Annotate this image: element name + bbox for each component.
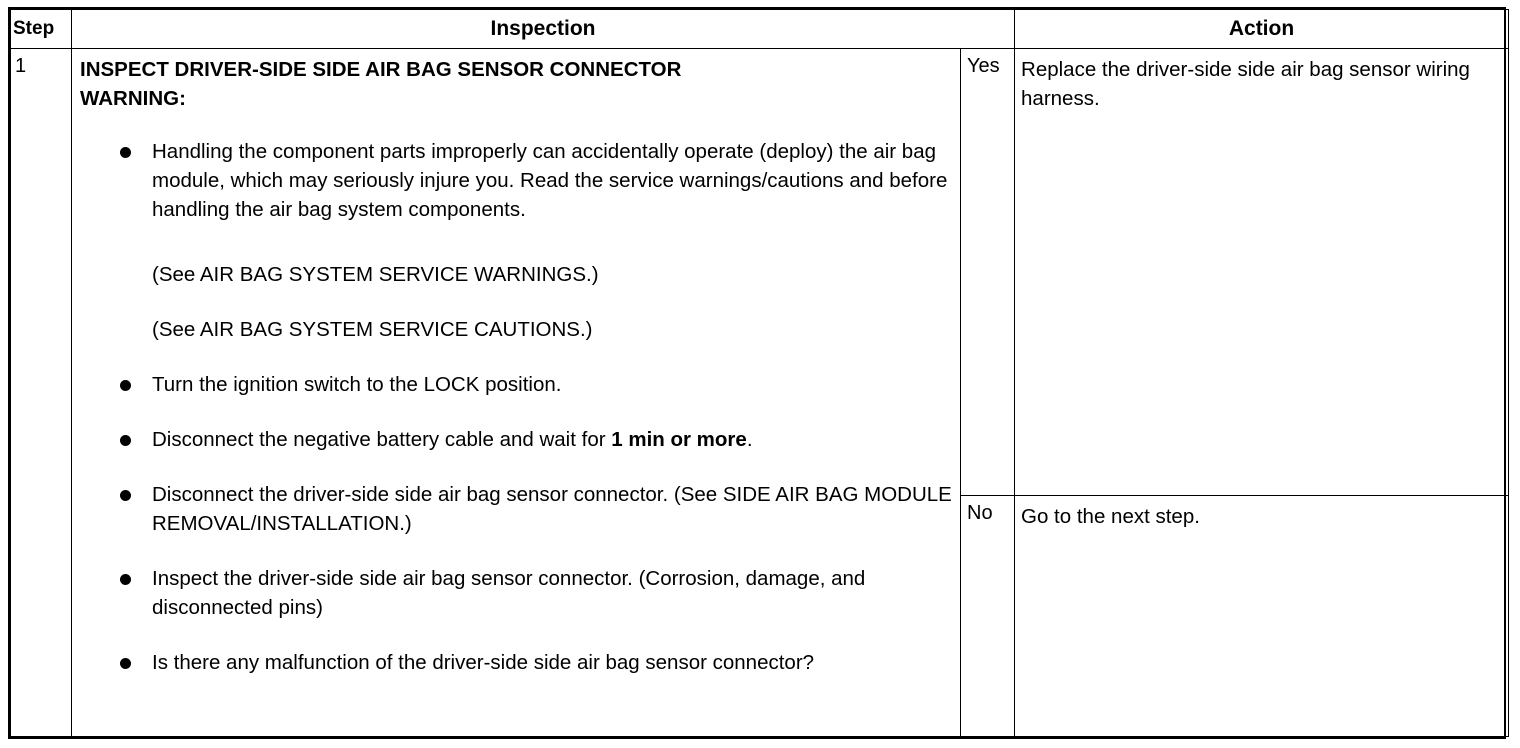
- inspection-bullets: [80, 137, 952, 224]
- bullet-text: Is there any malfunction of the driver-side side air bag sensor connector?: [152, 651, 815, 674]
- bullet-icon: [120, 574, 131, 585]
- yes-label: Yes: [961, 49, 1015, 496]
- bullet-text: Disconnect the driver-side side air bag sensor connector. (See SIDE AIR BAG MODULE REMOVAL/INSTALLATION.): [152, 483, 952, 535]
- inspection-table: [8, 7, 1506, 739]
- inspection-bullets-2: [80, 370, 952, 677]
- bullet-emphasis: 1 min or more: [611, 428, 747, 451]
- bullet-icon: [120, 147, 131, 158]
- header-inspection: Inspection: [72, 10, 1015, 49]
- header-action: Action: [1015, 10, 1509, 49]
- bullet-text-end: .: [746, 428, 753, 451]
- list-item: [80, 648, 952, 677]
- see-cautions-note: (See AIR BAG SYSTEM SERVICE CAUTIONS.): [152, 318, 593, 341]
- bullet-icon: [120, 435, 131, 446]
- header-row: [11, 10, 1509, 49]
- list-item: [80, 425, 952, 454]
- bullet-text: Inspect the driver-side side air bag sensor connector. (Corrosion, damage, and disconnected pins): [152, 567, 866, 619]
- list-item: [80, 480, 952, 538]
- list-item: [80, 137, 952, 224]
- bullet-icon: [120, 490, 131, 501]
- bullet-text: Turn the ignition switch to the LOCK position.: [152, 373, 562, 396]
- list-item: [80, 370, 952, 399]
- see-warnings-note: (See AIR BAG SYSTEM SERVICE WARNINGS.): [152, 263, 599, 286]
- bullet-text: Handling the component parts improperly can accidentally operate (deploy) the air bag module, which may seriously injure you. Read the service warnings/cautions and before handling the air bag system components.: [152, 140, 948, 221]
- bullet-icon: [120, 380, 131, 391]
- bullet-text: Disconnect the negative battery cable and wait for: [152, 428, 612, 451]
- bullet-icon: [120, 658, 131, 669]
- table-row-yes: [11, 49, 1509, 496]
- no-label: No: [961, 496, 1015, 737]
- yes-action: Replace the driver-side side air bag sensor wiring harness.: [1015, 49, 1509, 496]
- inspection-title: INSPECT DRIVER-SIDE SIDE AIR BAG SENSOR CONNECTOR: [80, 58, 682, 81]
- step-number: 1: [11, 49, 72, 737]
- list-item: [80, 564, 952, 622]
- header-step: Step: [11, 10, 72, 49]
- warning-label: WARNING:: [80, 87, 186, 110]
- inspection-cell: [72, 49, 961, 737]
- no-action: Go to the next step.: [1015, 496, 1509, 737]
